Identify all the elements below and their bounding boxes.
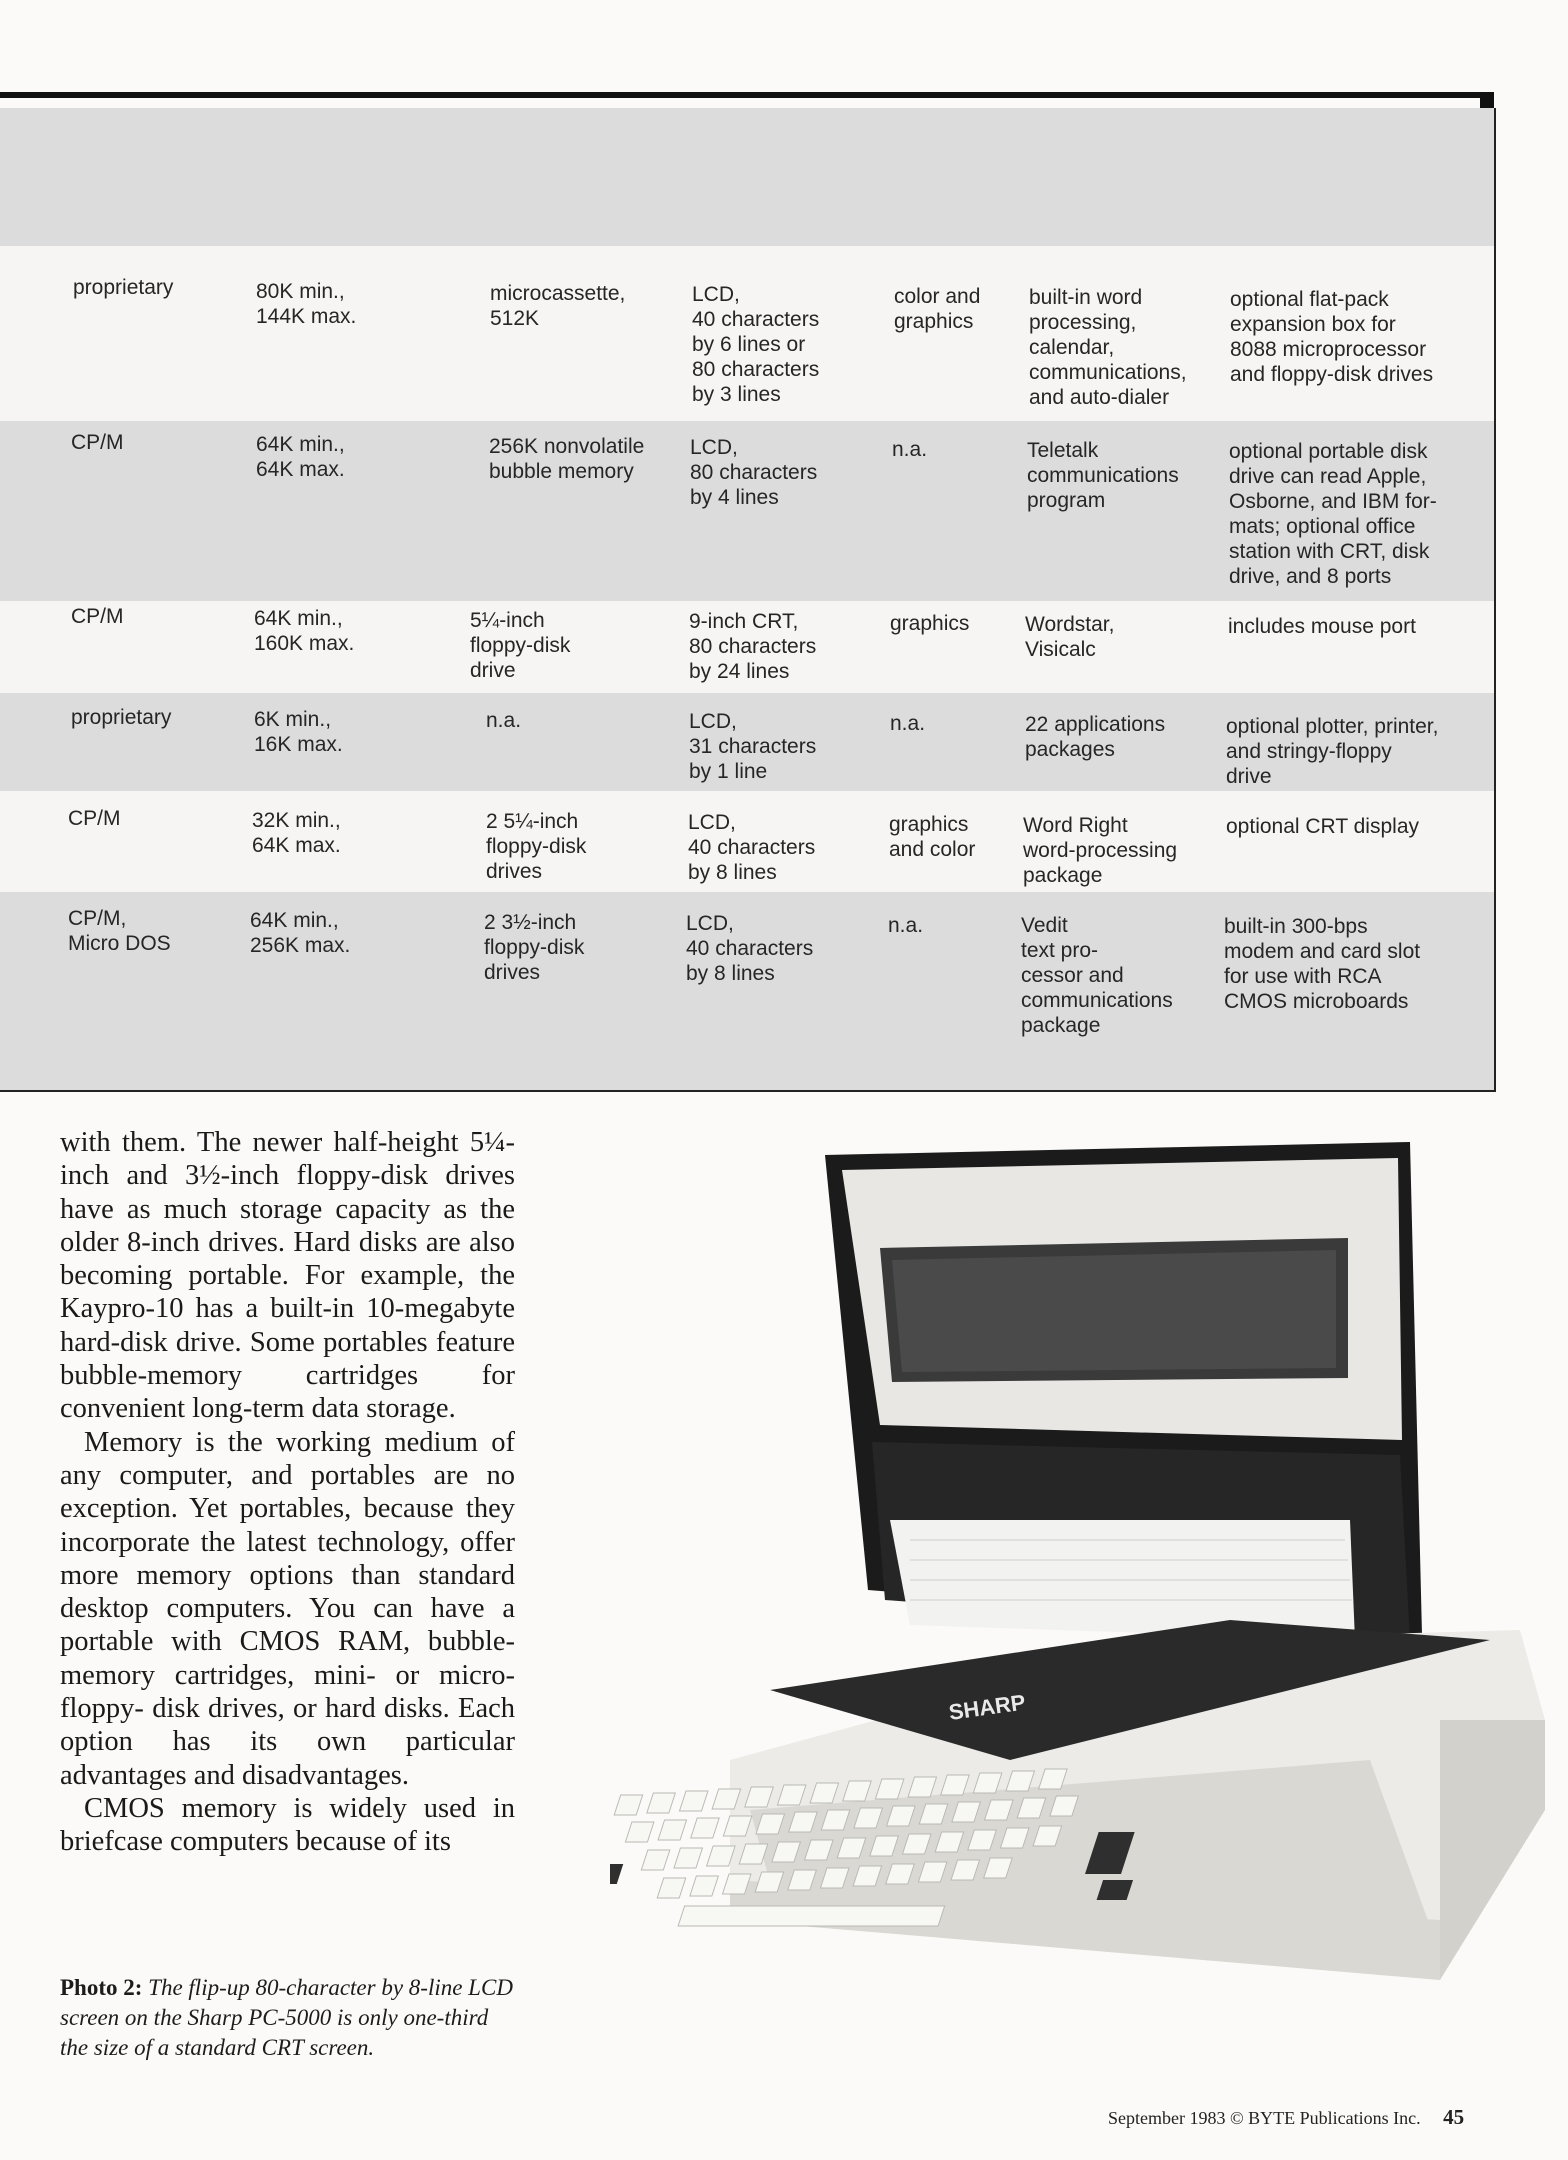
cell-os: CP/M (68, 807, 121, 830)
cell-color: graphics (890, 612, 970, 635)
cell-os: proprietary (71, 706, 172, 729)
cell-display: LCD, 31 characters by 1 line (689, 710, 817, 783)
cell-storage: n.a. (486, 709, 522, 732)
caption-text: The flip-up 80-character by 8-line LCD screen on the Sharp PC-5000 is only one-third the size of a standard CRT screen. (60, 1975, 513, 2060)
page-footer (1108, 2105, 1464, 2130)
sharp-pc5000-photo (610, 1120, 1550, 1990)
cell-storage: microcassette, 512K (490, 282, 626, 330)
cell-os: proprietary (73, 276, 174, 299)
cell-comments: optional portable disk drive can read Apple, Osborne, and IBM for- mats; optional office station with CRT, disk drive, and 8 ports (1229, 440, 1437, 588)
lcd-glass (892, 1250, 1336, 1372)
cell-color: n.a. (888, 914, 924, 937)
cell-ram: 64K min., 64K max. (256, 433, 345, 481)
cell-ram: 6K min., 16K max. (254, 708, 343, 756)
cell-ram: 64K min., 256K max. (250, 909, 351, 957)
cell-os: CP/M, Micro DOS (68, 907, 171, 955)
cell-display: LCD, 80 characters by 4 lines (690, 436, 818, 509)
cell-comments: includes mouse port (1228, 615, 1416, 638)
cell-software: Word Right word-processing package (1023, 814, 1178, 887)
table-top-rule (0, 92, 1494, 98)
cell-color: color and graphics (894, 285, 981, 333)
article-paragraph: Memory is the working medium of any computer, and portables are no exception. Yet portables, because they incorporate the latest technology, offer more memory options than standard desktop computers. You can have a portable with CMOS RAM, bubble-memory cartridges, mini- or micro-floppy- disk drives, or hard disks. Each option has its own particular advantages and disadvantages. (60, 1426, 515, 1791)
article-paragraph: with them. The newer half-height 5¼-inch and 3½-inch floppy-disk drives have as much storage capacity as the older 8-inch drives. Hard disks are also becoming portable. For example, the Kaypro-10 has a built-in 10-megabyte hard-disk drive. Some portables feature bubble-memory cartridges for convenient long-term data storage. (60, 1127, 515, 1425)
cell-display: LCD, 40 characters by 6 lines or 80 characters by 3 lines (692, 283, 820, 406)
cell-software: built-in word processing, calendar, communications, and auto-dialer (1029, 286, 1187, 409)
cell-storage: 5¼-inch floppy-disk drive (470, 609, 571, 682)
cell-storage: 2 5¼-inch floppy-disk drives (486, 810, 587, 883)
sharp-logo: SHARP (947, 1689, 1027, 1725)
cell-software: Teletalk communications program (1027, 439, 1179, 512)
cell-software: Wordstar, Visicalc (1025, 613, 1115, 661)
cell-color: graphics and color (889, 813, 976, 861)
table-top-rule-corner (1480, 98, 1494, 108)
cell-display: 9-inch CRT, 80 characters by 24 lines (689, 610, 817, 683)
cell-comments: optional CRT display (1226, 815, 1419, 838)
cell-comments: optional plotter, printer, and stringy-floppy drive (1226, 715, 1439, 788)
footer-credit: September 1983 © BYTE Publications Inc. (1108, 2108, 1421, 2128)
cell-ram: 80K min., 144K max. (256, 280, 357, 328)
comparison-table (0, 108, 1496, 1092)
cell-color: n.a. (892, 438, 928, 461)
page-number: 45 (1443, 2105, 1465, 2129)
photo-caption (60, 1973, 520, 2063)
cell-comments: built-in 300-bps modem and card slot for use with RCA CMOS microboards (1224, 915, 1421, 1013)
cell-display: LCD, 40 characters by 8 lines (688, 811, 816, 884)
cell-os: CP/M (71, 605, 124, 628)
cell-color: n.a. (890, 712, 926, 735)
base-right-side (1440, 1720, 1545, 1980)
article-paragraph: CMOS memory is widely used in briefcase computers because of its (60, 1792, 515, 1858)
cell-ram: 32K min., 64K max. (252, 809, 341, 857)
cell-software: 22 applications packages (1025, 713, 1166, 761)
table-header-row (0, 108, 1494, 246)
cell-storage: 2 3½-inch floppy-disk drives (484, 911, 585, 984)
cell-storage: 256K nonvolatile bubble memory (489, 435, 645, 483)
cell-comments: optional flat-pack expansion box for 8088 microprocessor and floppy-disk drives (1230, 288, 1434, 386)
cell-os: CP/M (71, 431, 124, 454)
cell-software: Vedit text pro- cessor and communications package (1021, 914, 1173, 1037)
cell-ram: 64K min., 160K max. (254, 607, 355, 655)
caption-label: Photo 2: (60, 1975, 143, 2000)
cell-display: LCD, 40 characters by 8 lines (686, 912, 814, 985)
article-body (60, 1126, 515, 1859)
